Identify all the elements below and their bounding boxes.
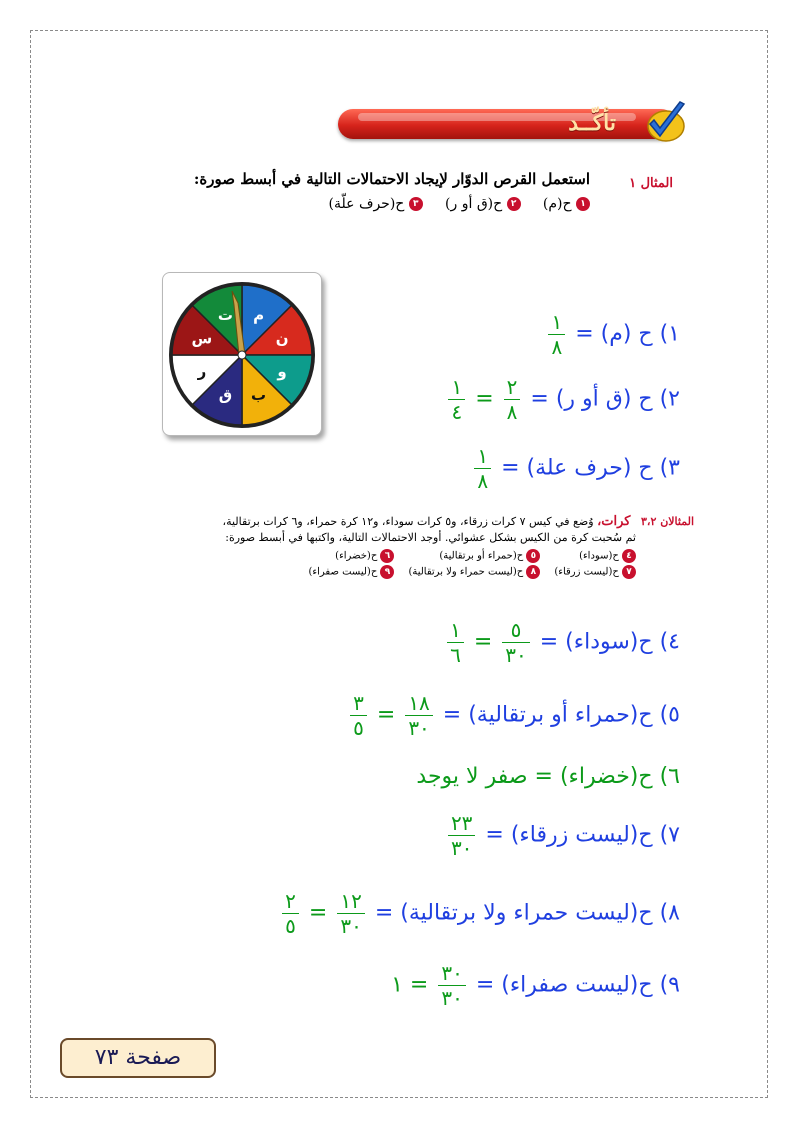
answer-label: ٧) ح(ليست زرقاء) = [485,822,680,848]
fraction: $\frac{٢٣}{٣٠}$ [448,813,475,858]
answer-3 [471,446,680,491]
answer-2: ٢) ح (ق أو ر) = $\frac{٢}{٨}$ = $\frac{١}{٤}$ [445,377,680,422]
answer-4: ٤) ح(سوداء) = $\frac{٥}{٣٠}$ = $\frac{١}{٦}$ [444,620,680,665]
item-text: ح(خضراء) [335,550,378,562]
problem-title: كرات، [597,514,631,529]
answer-8: ٨) ح(ليست حمراء ولا برتقالية) = $\frac{١٢}{٣٠}$ = $\frac{٢}{٥}$ [279,891,680,936]
answer-label: ١) ح (م) = [575,321,680,347]
spinner-letter: و [277,362,287,381]
answer-5: ٥) ح(حمراء أو برتقالية) = $\frac{١٨}{٣٠}$ = $\frac{٣}{٥}$ [347,693,680,738]
fraction: $\frac{٢}{٨}$ [504,377,521,422]
spinner-letter: ن [275,329,289,348]
item-text: ح(ليست حمراء ولا برتقالية) [408,566,524,578]
answer-label: ٥) ح(حمراء أو برتقالية) = [442,702,680,728]
fraction: $\frac{٣}{٥}$ [350,693,367,738]
fraction: $\frac{١٨}{٣٠}$ [405,693,432,738]
item-text: ح(سوداء) [579,550,619,562]
answer-label: ٢) ح (ق أو ر) = [530,386,680,412]
section-banner [338,109,676,139]
answer-result: ١ [391,972,403,998]
fraction: $\frac{١}{٦}$ [447,620,464,665]
example-label: المثالان ٣،٢ [641,515,694,528]
spinner-hub [238,351,246,359]
item-text: ح(حرف علّة) [328,196,405,212]
answer-label: ٤) ح(سوداء) = [539,629,680,655]
item-text: ح(م) [542,196,572,212]
answer-label: ٨) ح(ليست حمراء ولا برتقالية) = [374,900,680,926]
answer-1 [545,312,680,357]
spinner-letter: ت [217,305,233,324]
fraction: $\frac{١}{٨}$ [474,446,491,491]
item-text: ح(ق أو ر) [445,196,503,212]
fraction: $\frac{٣٠}{٣٠}$ [438,963,465,1008]
answer-9: ٩) ح(ليست صفراء) = $\frac{٣٠}{٣٠}$ = ١ [391,961,680,1010]
banner-title: تأكّــد [568,110,616,136]
item-text: ح(ليست صفراء) [308,566,378,578]
checkmark-icon [640,100,688,144]
item-number: ٣ [409,197,423,211]
spinner-letter: ب [251,386,267,405]
example1-items [329,196,590,212]
fraction: $\frac{١}{٤}$ [448,377,465,422]
item-text: ح(ليست زرقاء) [554,566,619,578]
fraction: $\frac{١}{٨}$ [548,312,565,357]
fraction: $\frac{٥}{٣٠}$ [502,620,529,665]
answer-label: ٩) ح(ليست صفراء) = [475,972,680,998]
spinner-card [162,272,322,436]
problem-text: وُضع في كيس ٧ كرات زرقاء، و٥ كرات سوداء، و١٢ كرة حمراء، و٦ كرات برتقالية، [222,515,594,528]
example23-line1 [223,514,694,529]
item-number: ٢ [507,197,521,211]
item-text: ح(حمراء أو برتقالية) [439,550,524,562]
problem-line2: ثم سُحبت كرة من الكيس بشكل عشوائي. أوجد الاحتمالات التالية، واكتبها في أبسط صورة: [225,531,636,544]
example-label: المثال ١ [629,176,673,191]
spinner-letter: م [253,305,265,324]
spinner-letter: ق [218,386,233,405]
item-number: ١ [576,197,590,211]
answer-6: ٦) ح(خضراء) = صفر لا يوجد [416,764,680,789]
page-number: صفحة ٧٣ [60,1038,216,1078]
example-instruction: استعمل القرص الدوّار لإيجاد الاحتمالات التالية في أبسط صورة: [193,170,590,188]
spinner-letter: ر [197,362,207,381]
answer-label: ٣) ح (حرف علة) = [501,455,680,481]
spinner-wheel [163,273,321,435]
example23-items: ٤ ح(سوداء) ٥ ح(حمراء أو برتقالية) ٦ ح(خضراء) ٧ ح(ليست زرقاء) ٨ ح(ليست حمراء ولا برتقالية) ٩ ح(ليست صفراء) [306,549,636,579]
answer-7 [445,813,680,858]
fraction: $\frac{٢}{٥}$ [282,891,299,936]
spinner-letter: س [191,329,213,348]
fraction: $\frac{١٢}{٣٠}$ [337,891,364,936]
